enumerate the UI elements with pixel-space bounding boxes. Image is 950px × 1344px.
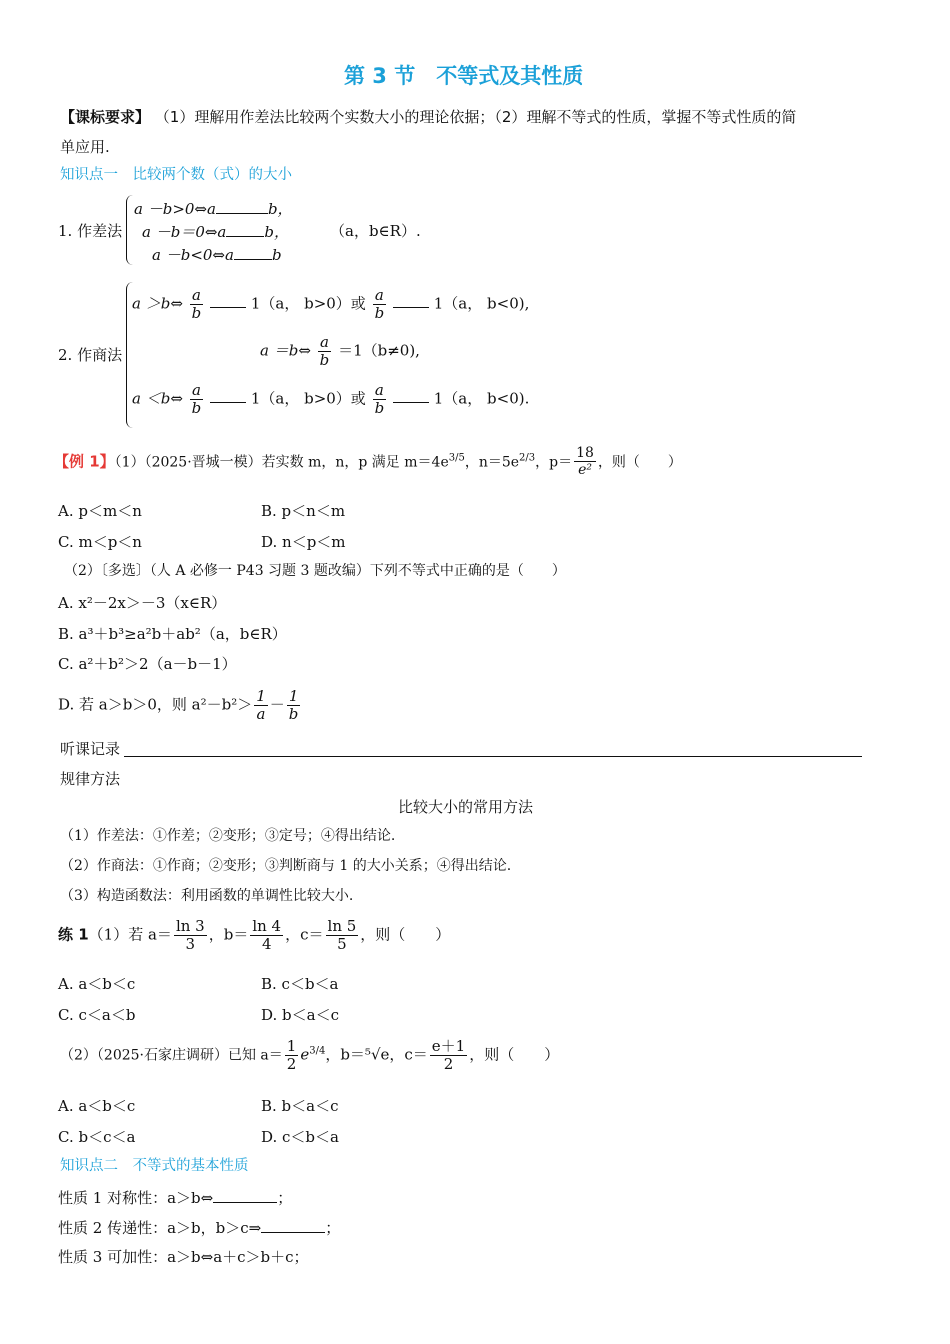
- ex1-p2-option-a: A. x²－2x＞－3（x∈R）: [58, 594, 227, 612]
- method-heading: 规律方法: [60, 770, 121, 788]
- ex1-option-d: D. n＜p＜m: [261, 533, 346, 551]
- pr1-p2-option-d: D. c＜b＜a: [261, 1128, 339, 1146]
- quot-method-label: 2. 作商法: [58, 346, 123, 364]
- kp2-prop-2: 性质 2 传递性：a＞b，b＞c⇒ ；: [58, 1219, 341, 1237]
- ex1-option-a: A. p＜m＜n: [58, 502, 142, 520]
- page-title: 第 3 节 不等式及其性质: [344, 64, 584, 88]
- practice1-label: 练 1: [58, 925, 89, 944]
- ex1-option-c: C. m＜p＜n: [58, 533, 142, 551]
- pr1-p2-option-a: A. a＜b＜c: [58, 1097, 136, 1115]
- example1-part2: （2）〔多选〕（人 A 必修一 P43 习题 3 题改编）下列不等式中正确的是（ ）: [64, 563, 566, 579]
- method-item-1: （1）作差法：①作差；②变形；③定号；④得出结论.: [60, 828, 396, 844]
- diff-domain: （a，b∈R）.: [330, 222, 421, 240]
- notes-line[interactable]: [124, 756, 862, 757]
- pr1-option-a: A. a＜b＜c: [58, 975, 136, 993]
- curriculum-label: 【课标要求】: [60, 108, 151, 126]
- quot-row-2: a ＝b⇔ $\frac{a}{b}$ ＝1（b≠0),: [260, 333, 420, 369]
- method-item-3: （3）构造函数法：利用函数的单调性比较大小.: [60, 888, 354, 904]
- practice1-part1: 练 1（1）若 a＝ $\frac{\ln 3}{3}$ ，b＝ $\frac{\ln 4}{4}$ ，c＝ $\frac{\ln 5}{5}$ ，则（ ）: [58, 917, 451, 953]
- kp2-prop-1: 性质 1 对称性：a＞b⇔ ；: [58, 1189, 293, 1207]
- example1-tag: 【例 1】: [54, 452, 115, 471]
- pr1-option-d: D. b＜a＜c: [261, 1006, 339, 1024]
- ex1-p2-option-c: C. a²＋b²＞2（a－b－1）: [58, 655, 237, 673]
- method-title: 比较大小的常用方法: [398, 798, 534, 816]
- kp1-title: 知识点一 比较两个数（式）的大小: [60, 167, 292, 183]
- quot-row-3: a ＜b⇔ $\frac{a}{b}$ 1（a， b>0）或 $\frac{a}{b}$ 1（a， b<0).: [132, 381, 530, 417]
- notes-label: 听课记录: [60, 740, 121, 758]
- ex1-option-b: B. p＜n＜m: [261, 502, 346, 520]
- kp2-prop-3: 性质 3 可加性：a＞b⇔a＋c＞b＋c；: [58, 1248, 309, 1266]
- practice1-part2: （2）（2025·石家庄调研）已知 a＝ $\frac{1}{2}$ $e^{3/4}$，b＝⁵√e，c＝ $\frac{e+1}{2}$ ，则（ ）: [60, 1037, 560, 1073]
- quot-row-1: a ＞b⇔ $\frac{a}{b}$ 1（a， b>0）或 $\frac{a}{b}$ 1（a， b<0),: [132, 286, 530, 322]
- pr1-p2-option-b: B. b＜a＜c: [261, 1097, 339, 1115]
- kp2-title: 知识点二 不等式的基本性质: [60, 1158, 249, 1174]
- ex1-p2-option-b: B. a³＋b³≥a²b＋ab²（a，b∈R）: [58, 625, 287, 643]
- diff-row-1: a －b>0⇔a b，: [134, 200, 293, 218]
- curriculum-line-1: [60, 108, 796, 126]
- diff-row-3: a －b<0⇔a b: [152, 246, 282, 264]
- pr1-option-b: B. c＜b＜a: [261, 975, 339, 993]
- diff-brace: [126, 195, 133, 265]
- example1-part1: 【例 1】（1）（2025·晋城一模）若实数 m，n，p 满足 $m=4e^{3/5}$，$n=5e^{2/3}$，p＝ $\frac{18}{\text{e²}}$ ，则（ ）: [54, 445, 682, 479]
- pr1-option-c: C. c＜a＜b: [58, 1006, 136, 1024]
- curriculum-text-1: （1）理解用作差法比较两个实数大小的理论依据；（2）理解不等式的性质，掌握不等式性质的简: [154, 108, 797, 126]
- method-item-2: （2）作商法：①作商；②变形；③判断商与 1 的大小关系；④得出结论.: [60, 858, 512, 874]
- curriculum-text-2: 单应用.: [60, 138, 110, 156]
- diff-row-2: a －b＝0⇔a b，: [142, 223, 289, 241]
- diff-method-label: 1. 作差法: [58, 222, 123, 240]
- ex1-p2-option-d: D. 若 a＞b＞0，则 a²－b²＞ $\frac{1}{a}$ － $\frac{1}{b}$: [58, 687, 299, 723]
- pr1-p2-option-c: C. b＜c＜a: [58, 1128, 136, 1146]
